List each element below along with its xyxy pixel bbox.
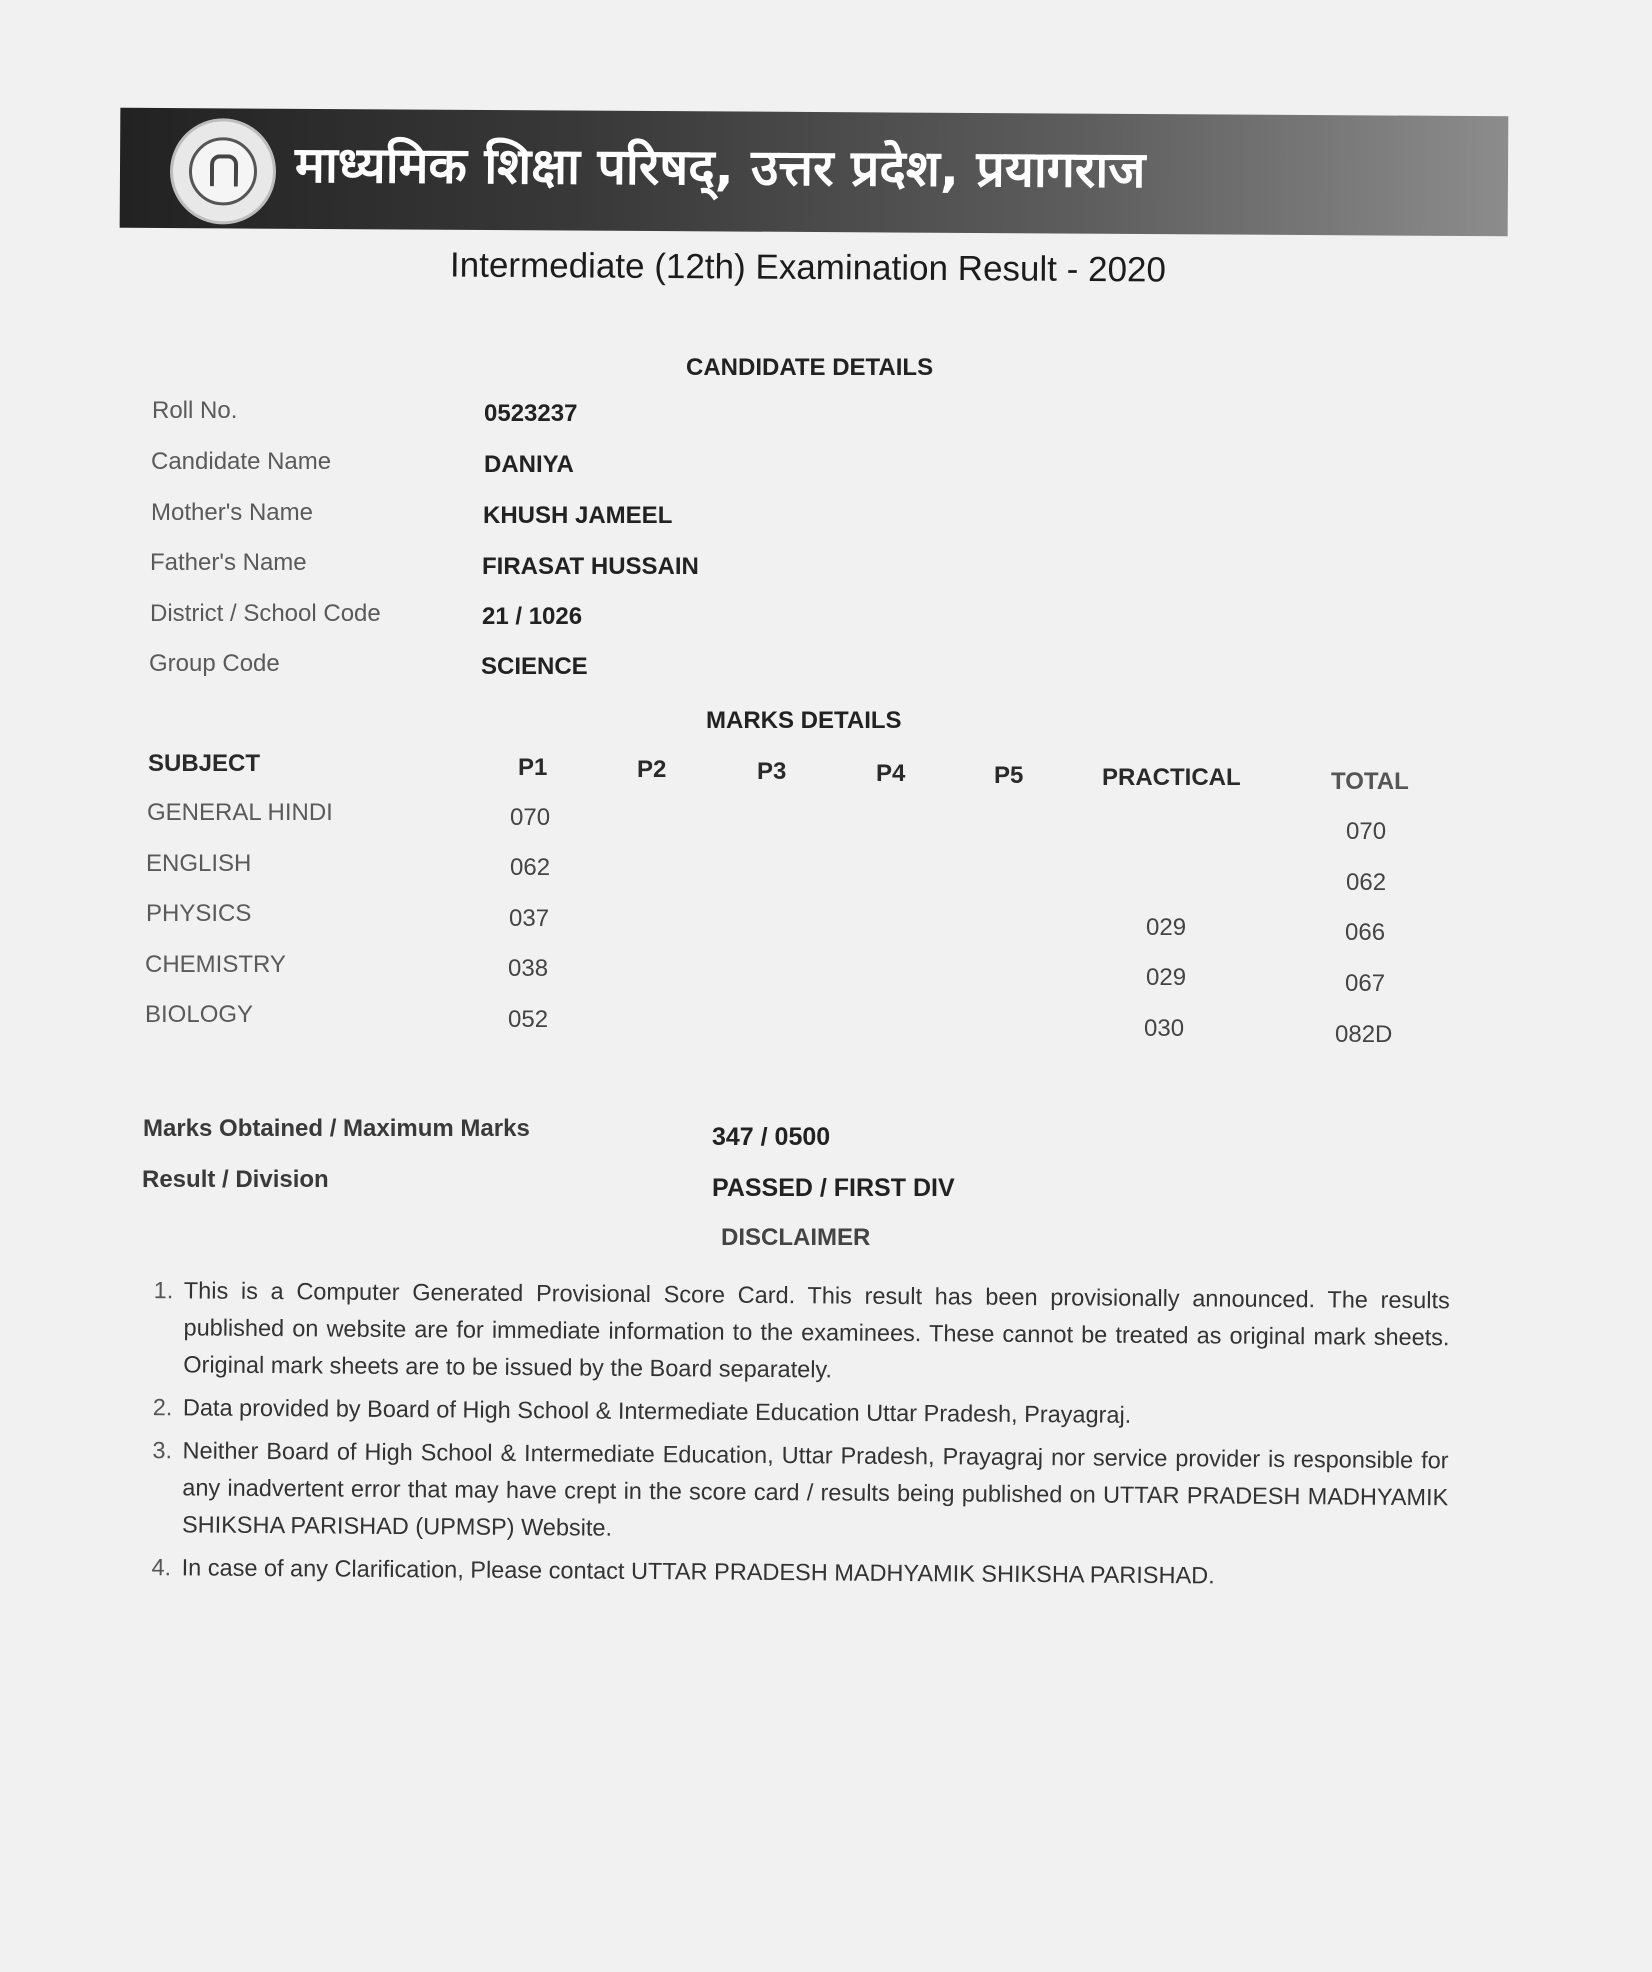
marks-details-heading: MARKS DETAILS: [706, 707, 902, 734]
col-header-p4: P4: [876, 760, 906, 787]
table-row-practical: 030: [1144, 1015, 1185, 1042]
candidate-name-label: Candidate Name: [151, 448, 332, 475]
col-header-practical: PRACTICAL: [1102, 764, 1241, 791]
table-row-subject: GENERAL HINDI: [147, 799, 333, 826]
col-header-p2: P2: [637, 756, 667, 783]
table-row-subject: CHEMISTRY: [145, 951, 286, 978]
board-name: माध्यमिक शिक्षा परिषद्, उत्तर प्रदेश, प्रयागराज: [294, 135, 1146, 200]
table-row-total: 062: [1346, 869, 1387, 896]
result-division-value: PASSED / FIRST DIV: [712, 1174, 955, 1202]
disclaimer-item: 3. Neither Board of High School & Intermediate Education, Uttar Pradesh, Prayagraj nor service provider is responsible for any inadvertent error that may have crept in the score card / results being published on UTTAR PRADESH MADHYAMIK SHIKSHA PARISHAD (UPMSP) Website.: [178, 1432, 1449, 1553]
disclaimer-list: [137, 1272, 1449, 1602]
col-header-p1: P1: [518, 754, 548, 781]
col-header-p3: P3: [757, 758, 787, 785]
candidate-details-heading: CANDIDATE DETAILS: [686, 354, 934, 381]
district-school-code-label: District / School Code: [150, 600, 381, 627]
disclaimer-heading: DISCLAIMER: [721, 1224, 871, 1251]
board-emblem-icon: [170, 118, 277, 225]
disclaimer-item: 1. This is a Computer Generated Provisional Score Card. This result has been provisionally announced. The results published on website are for immediate information to the examinees. These cannot be treated as original mark sheets. Original mark sheets are to be issued by the Board separately.: [179, 1272, 1450, 1393]
candidate-name-value: DANIYA: [484, 451, 574, 478]
table-row-practical: 029: [1146, 964, 1187, 991]
col-header-p5: P5: [994, 762, 1024, 789]
roll-no-label: Roll No.: [152, 397, 238, 424]
disclaimer-item: 2. Data provided by Board of High School & Intermediate Education Uttar Pradesh, Prayagraj.: [179, 1389, 1449, 1436]
table-row-practical: 029: [1146, 914, 1187, 941]
table-row-p1: 062: [510, 854, 551, 881]
group-code-value: SCIENCE: [481, 653, 588, 680]
table-row-p1: 038: [508, 955, 549, 982]
exam-title: Intermediate (12th) Examination Result - 2020: [449, 245, 1167, 290]
marks-obtained-label: Marks Obtained / Maximum Marks: [143, 1115, 530, 1142]
table-row-total: 082D: [1335, 1021, 1393, 1048]
table-row-p1: 037: [509, 905, 550, 932]
fathers-name-value: FIRASAT HUSSAIN: [482, 553, 699, 580]
table-row-subject: ENGLISH: [146, 850, 252, 877]
table-row-p1: 052: [508, 1006, 549, 1033]
header-banner: [120, 108, 1509, 236]
col-header-subject: SUBJECT: [148, 750, 261, 777]
mothers-name-label: Mother's Name: [151, 499, 313, 526]
table-row-subject: BIOLOGY: [145, 1001, 254, 1028]
group-code-label: Group Code: [149, 650, 280, 677]
result-division-label: Result / Division: [142, 1166, 329, 1193]
marks-obtained-value: 347 / 0500: [712, 1123, 831, 1151]
district-school-code-value: 21 / 1026: [482, 603, 583, 630]
roll-no-value: 0523237: [484, 400, 578, 427]
mothers-name-value: KHUSH JAMEEL: [483, 502, 673, 529]
table-row-total: 066: [1345, 919, 1386, 946]
table-row-p1: 070: [510, 804, 551, 831]
col-header-total: TOTAL: [1331, 768, 1409, 795]
table-row-total: 067: [1345, 970, 1386, 997]
disclaimer-item: 4. In case of any Clarification, Please contact UTTAR PRADESH MADHYAMIK SHIKSHA PARISHAD.: [178, 1549, 1448, 1596]
fathers-name-label: Father's Name: [150, 549, 307, 576]
table-row-subject: PHYSICS: [146, 900, 252, 927]
table-row-total: 070: [1346, 818, 1387, 845]
